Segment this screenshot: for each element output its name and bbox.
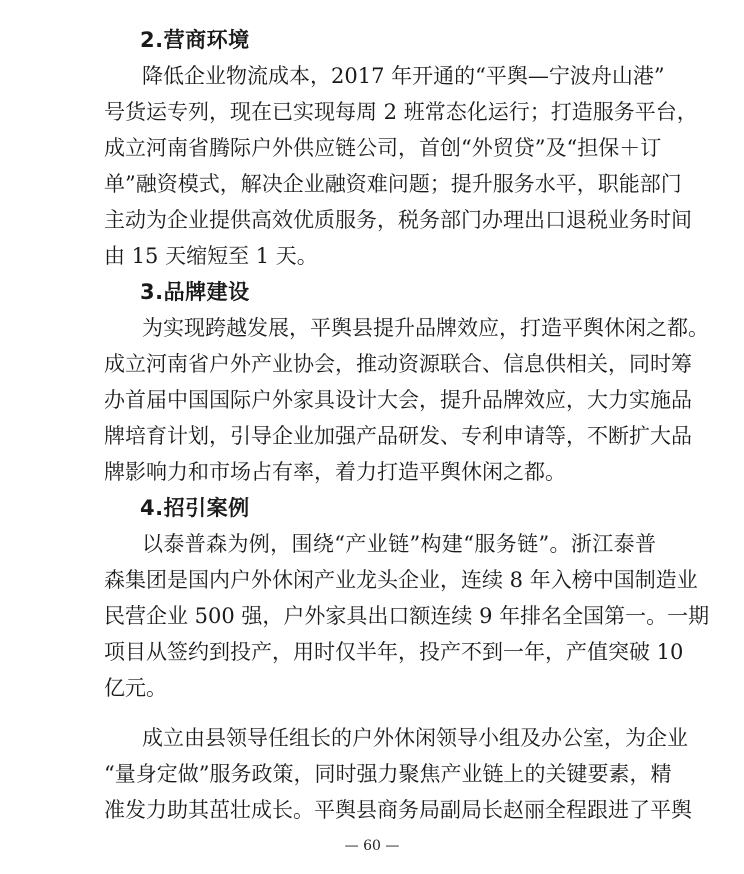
paragraph-line: 牌培育计划，引导企业加强产品研发、专利申请等，不断扩大品	[104, 424, 692, 448]
paragraph-line: 为实现跨越发展，平舆县提升品牌效应，打造平舆休闲之都。	[142, 316, 709, 340]
paragraph-line: 以泰普森为例，围绕“产业链”构建“服务链”。浙江泰普	[142, 532, 656, 556]
paragraph-line: 单”融资模式，解决企业融资难问题；提升服务水平，职能部门	[104, 172, 682, 196]
paragraph-line: 由 15 天缩短至 1 天。	[104, 244, 318, 268]
paragraph-line: 成立河南省户外产业协会，推动资源联合、信息供相关，同时筹	[104, 352, 692, 376]
section-paragraph	[104, 526, 710, 706]
paragraph-line: 项目从签约到投产，用时仅半年，投产不到一年，产值突破 10	[104, 640, 684, 664]
paragraph-line: 森集团是国内户外休闲产业龙头企业，连续 8 年入榜中国制造业	[104, 568, 698, 592]
paragraph-line: 号货运专列，现在已实现每周 2 班常态化运行；打造服务平台，	[104, 100, 698, 124]
page-number: — 60 —	[344, 838, 400, 854]
paragraph-line: 成立河南省腾际户外供应链公司，首创“外贸贷”及“担保＋订	[104, 136, 662, 160]
section-paragraph	[104, 310, 709, 490]
section-heading: 4.招引案例	[140, 496, 250, 520]
section-investment-case	[104, 490, 710, 706]
paragraph-line: 准发力助其茁壮成长。平舆县商务局副局长赵丽全程跟进了平舆	[104, 798, 692, 822]
paragraph-line: 成立由县领导任组长的户外休闲领导小组及办公室，为企业	[142, 726, 688, 750]
paragraph-line: 主动为企业提供高效优质服务，税务部门办理出口退税业务时间	[104, 208, 692, 232]
paragraph-line: 民营企业 500 强，户外家具出口额连续 9 年排名全国第一。一期	[104, 604, 710, 628]
paragraph-line: “量身定做”服务政策，同时强力聚焦产业链上的关键要素，精	[104, 762, 672, 786]
section-paragraph	[104, 58, 698, 274]
paragraph-line: 办首届中国国际户外家具设计大会，提升品牌效应，大力实施品	[104, 388, 692, 412]
paragraph-line: 降低企业物流成本，2017 年开通的“平舆—宁波舟山港”	[142, 64, 665, 88]
paragraph-line: 牌影响力和市场占有率，着力打造平舆休闲之都。	[104, 460, 566, 484]
final-paragraph	[104, 720, 692, 828]
document-page	[104, 22, 710, 828]
paragraph-line: 亿元。	[104, 676, 167, 700]
section-brand-building	[104, 274, 709, 490]
section-business-environment	[104, 22, 698, 274]
paragraph-gap	[104, 706, 656, 720]
section-heading: 2.营商环境	[140, 28, 250, 52]
section-heading: 3.品牌建设	[140, 280, 250, 304]
